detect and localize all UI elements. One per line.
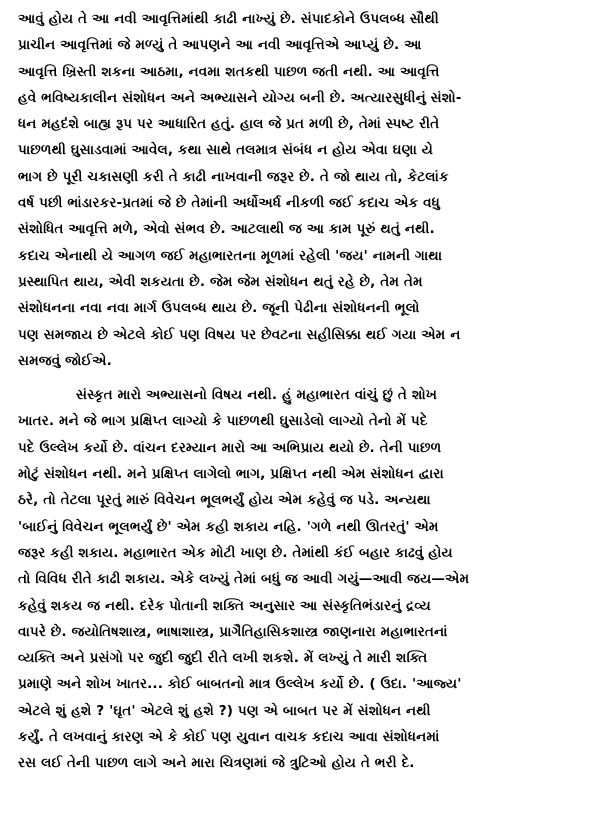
text-line: આવૃત્તિ ખ્રિસ્તી શકના આઠમા, નવમા શતકથી પાછળ જતી નથી. આ આવૃત્તિ: [18, 63, 440, 80]
paragraph-1: [18, 6, 586, 374]
text-line: વ્યક્તિ અને પ્રસંગો પર જુદી જુદી રીતે લખી શકશે. મેં લખ્યું તે મારી શક્તિ: [18, 650, 428, 667]
text-line: તો વિવિધ રીતે કાઢી શકાય. એકે લખ્યું તેમાં બધું જ આવી ગયું—આવી જય—એમ: [18, 571, 470, 588]
text-line: ભાગ છે પૂરી ચકાસણી કરી તે કાઢી નાખવાની જરૂર છે. તે જો થાય તો, કેટલાંક: [18, 168, 449, 185]
text-line: જરૂર કહી શકાય. મહાભારત એક મોટી ખાણ છે. તેમાંથી કંઈ બહાર કાઢવું હોય: [18, 544, 453, 561]
text-line: 'બાઈનું વિવેચન ભૂલભર્યું છે' એમ કહી શકાય નહિ. 'ગળે નથી ઊતરતું' એમ: [18, 518, 439, 535]
text-line: પ્રમાણે અને શોખ ખાતર... કોઈ બાબતનો માત્ર ઉલ્લેખ કર્યો છે. ( ઉદા. 'આજ્ય': [18, 676, 462, 693]
text-line: પાછળથી ઘુસાડવામાં આવેલ, કથા સાથે તલમાત્ર સંબંધ ન હોય એવા ઘણા યે: [18, 142, 433, 159]
text-line: એટલે શું હશે ? 'ઘૃત' એટલે શું હશે ?) પણ એ બાબત પર મેં સંશોધન નથી: [18, 702, 431, 719]
text-line: વાપરે છે. જયોતિષશાસ્ત્ર, ભાષાશાસ્ત્ર, પ્રાગૈતિહાસિકશાસ્ત્ર જાણનારા મહાભારતનાં: [18, 623, 448, 640]
paragraph-2: [18, 382, 586, 776]
text-line: પ્રાચીન આવૃત્તિમાં જે મળ્યું તે આપણને આ નવી આવૃત્તિએ આપ્યું છે. આ: [18, 37, 422, 54]
text-line: કર્યું. તે લખવાનું કારણ એ કે કોઈ પણ યુવાન વાચક કદાચ આવા સંશોધનમાં: [18, 729, 440, 746]
text-line: કદાચ એનાથી યે આગળ જઈ મહાભારતના મૂળમાં રહેલી 'જય' નામની ગાથા: [18, 247, 443, 264]
text-line: સંશોધનના નવા નવા માર્ગ ઉપલબ્ધ થાય છે. જૂની પેઢીના સંશોધનની ભૂલો: [18, 300, 420, 317]
text-line: પદે ઉલ્લેખ કર્યો છે. વાંચન દરમ્યાન મારો આ અભિપ્રાય થયો છે. તેની પાછળ: [18, 439, 442, 456]
text-line: સંસ્કૃત મારો અભ્યાસનો વિષય નથી. હું મહાભારત વાંચું છું તે શોખ: [76, 387, 438, 404]
text-line: પણ સમજાય છે એટલે કોઈ પણ વિષય પર છેવટના સહીસિક્કા થઈ ગયા એમ ન: [18, 326, 461, 343]
text-line: સમજવું જોઈએ.: [18, 352, 112, 369]
text-line: હવે ભવિષ્યકાલીન સંશોધન અને અભ્યાસને યોગ્ય બની છે. અત્યારસુધીનું સંશો-: [18, 89, 462, 106]
text-line: ખાતર. મને જે ભાગ પ્રક્ષિપ્ત લાગ્યો કે પાછળથી ઘુસાડેલો લાગ્યો તેનો મેં પદે: [18, 413, 428, 430]
text-line: પ્રસ્થાપિત થાય, એવી શકયતા છે. જેમ જેમ સંશોધન થતું રહે છે, તેમ તેમ: [18, 273, 423, 290]
text-line: આવું હોય તે આ નવી આવૃત્તિમાંથી કાઢી નાખ્યું છે. સંપાદકોને ઉપલબ્ધ સૌથી: [18, 11, 439, 27]
text-line: ઠરે, તો તેટલા પૂરતું મારું વિવેચન ભૂલભર્યું હોય એમ કહેવું જ પડે. અન્યથા: [18, 492, 431, 509]
text-line: રસ લઈ તેની પાછળ લાગે અને મારા ચિત્રણમાં જે ત્રુટિઓ હોય તે ભરી દે.: [18, 755, 415, 772]
text-line: સંશોધિત આવૃત્તિ મળે, એવો સંભવ છે. આટલાથી જ આ કામ પૂરું થતું નથી.: [18, 221, 435, 238]
text-line: કહેવું શકય જ નથી. દરેક પોતાની શક્તિ અનુસાર આ સંસ્કૃતિભંડારનું દ્રવ્ય: [18, 597, 431, 614]
paragraph-spacer: [18, 374, 586, 382]
text-line: વર્ષ પછી ભાંડારકર-પ્રતમાં જે છે તેમાંની અર્ધોઅર્ધ નીકળી જઈ કદાચ એક વધુ: [18, 195, 440, 212]
text-line: ધન મહદંશે બાહ્ય રૂપ પર આધારિત હતું. હાલ જે પ્રત મળી છે, તેમાં સ્પષ્ટ રીતે: [18, 116, 440, 133]
text-line: મોટું સંશોધન નથી. મને પ્રક્ષિપ્ત લાગેલો ભાગ, પ્રક્ષિપ્ત નથી એમ સંશોધન દ્વારા: [18, 466, 444, 483]
